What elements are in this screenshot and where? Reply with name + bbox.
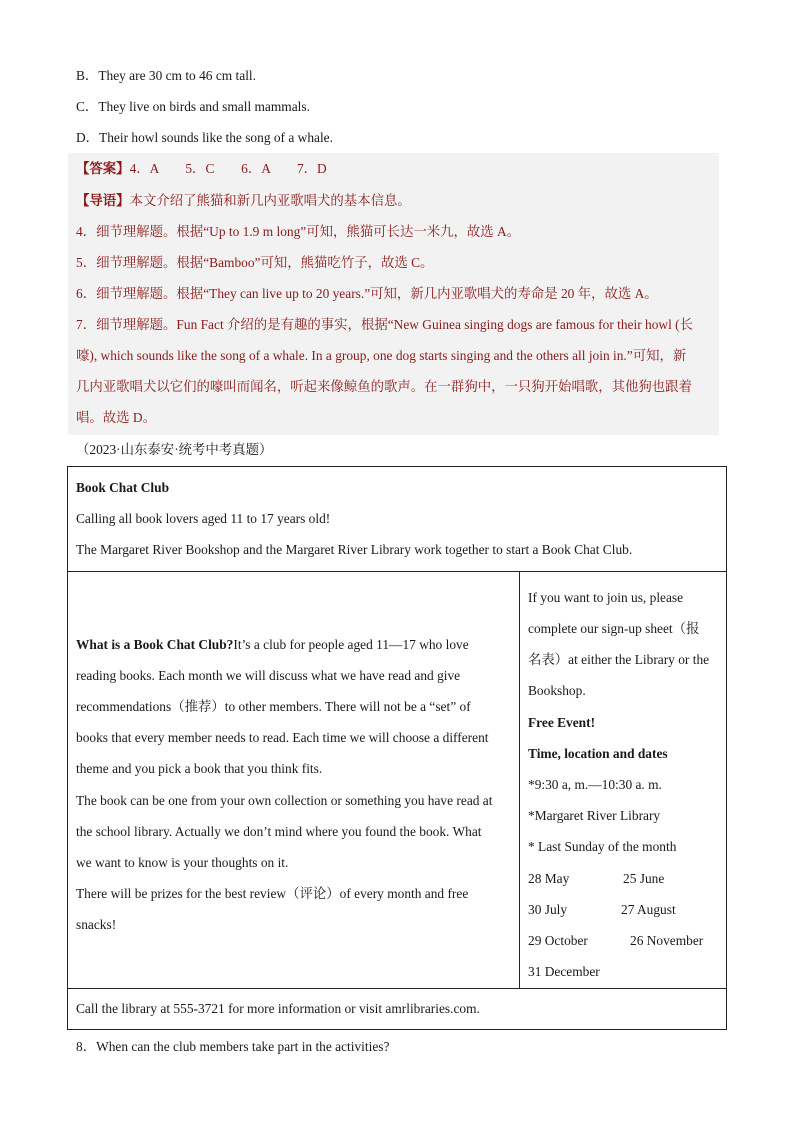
source-note: （2023·山东泰安·统考中考真题） [76, 442, 273, 457]
desc-line-1 [76, 635, 469, 655]
explanation-7-line2: 嚎), which sounds like the song of a whale. In a group, one dog starts singing and the others all join in.”可知，新 [76, 348, 687, 363]
explanation-7-line1: 7．细节理解题。Fun Fact 介绍的是有趣的事实，根据“New Guinea singing dogs are famous for their howl (长 [76, 317, 694, 332]
club-intro-1: Calling all book lovers aged 11 to 17 years old! [76, 511, 331, 526]
answer-key [76, 159, 327, 179]
option-d: D．Their howl sounds like the song of a whale. [76, 130, 333, 145]
explanation-4: 4．细节理解题。根据“Up to 1.9 m long”可知，熊猫可长达一米九，故选 A。 [76, 224, 521, 239]
answer-key-text: 4．A 5．C 6．A 7．D [129, 161, 327, 176]
guide-label: 【导语】 [76, 193, 130, 208]
guide-text: 本文介绍了熊猫和新几内亚歌唱犬的基本信息。 [129, 193, 411, 208]
desc-line-8: we want to know is your thoughts on it. [76, 855, 289, 870]
explanation-5: 5．细节理解题。根据“Bamboo”可知，熊猫吃竹子，故选 C。 [76, 255, 434, 270]
club-footer-cell [68, 989, 727, 1030]
club-description-cell [68, 572, 520, 989]
desc-line-6: The book can be one from your own collection or something you have read at [76, 793, 493, 808]
info-line-1: If you want to join us, please [528, 590, 684, 605]
date-may: 28 May [528, 871, 570, 886]
time-location-dates: Time, location and dates [528, 746, 668, 761]
free-event: Free Event! [528, 715, 596, 730]
info-line-4: Bookshop. [528, 683, 586, 698]
date-december: 31 December [528, 964, 600, 979]
desc-line-4: books that every member needs to read. Each time we will choose a different [76, 730, 489, 745]
info-line-2: complete our sign-up sheet（报 [528, 621, 700, 636]
book-chat-club-table [67, 466, 727, 1030]
info-line-3: 名表）at either the Library or the [528, 652, 710, 667]
event-time: *9:30 a, m.—10:30 a. m. [528, 777, 662, 792]
club-info-cell [520, 572, 727, 989]
event-location: *Margaret River Library [528, 808, 661, 823]
date-august: 27 August [621, 902, 676, 917]
club-title: Book Chat Club [76, 480, 170, 495]
option-c: C．They live on birds and small mammals. [76, 99, 310, 114]
date-july: 30 July [528, 902, 568, 917]
answer-key-label: 【答案】 [76, 161, 130, 176]
explanation-7-line3: 几内亚歌唱犬以它们的嚎叫而闻名，听起来像鲸鱼的歌声。在一群狗中，一只狗开始唱歌，其他狗也跟着 [76, 379, 692, 394]
club-intro-2: The Margaret River Bookshop and the Margaret River Library work together to start a Book Chat Club. [76, 542, 633, 557]
club-header-cell [68, 467, 727, 572]
explanation-7-line4: 唱。故选 D。 [76, 410, 156, 425]
desc-line-3: recommendations（推荐）to other members. There will not be a “set” of [76, 699, 471, 714]
date-june: 25 June [623, 871, 665, 886]
date-october: 29 October [528, 933, 588, 948]
desc-heading: What is a Book Chat Club? [76, 637, 234, 652]
desc-line-1-text: It’s a club for people aged 11—17 who love [233, 637, 469, 652]
club-footer: Call the library at 555-3721 for more information or visit amrlibraries.com. [76, 1001, 480, 1016]
question-8: 8．When can the club members take part in the activities? [76, 1039, 390, 1054]
desc-line-10: snacks! [76, 917, 117, 932]
option-b: B．They are 30 cm to 46 cm tall. [76, 68, 256, 83]
guide [76, 191, 411, 211]
desc-line-5: theme and you pick a book that you think fits. [76, 761, 323, 776]
desc-line-2: reading books. Each month we will discuss what we have read and give [76, 668, 461, 683]
desc-line-9: There will be prizes for the best review（评论）of every month and free [76, 886, 469, 901]
desc-line-7: the school library. Actually we don’t mind where you found the book. What [76, 824, 482, 839]
event-schedule: * Last Sunday of the month [528, 839, 677, 854]
explanation-6: 6．细节理解题。根据“They can live up to 20 years.”可知，新几内亚歌唱犬的寿命是 20 年，故选 A。 [76, 286, 658, 301]
date-november: 26 November [630, 933, 704, 948]
